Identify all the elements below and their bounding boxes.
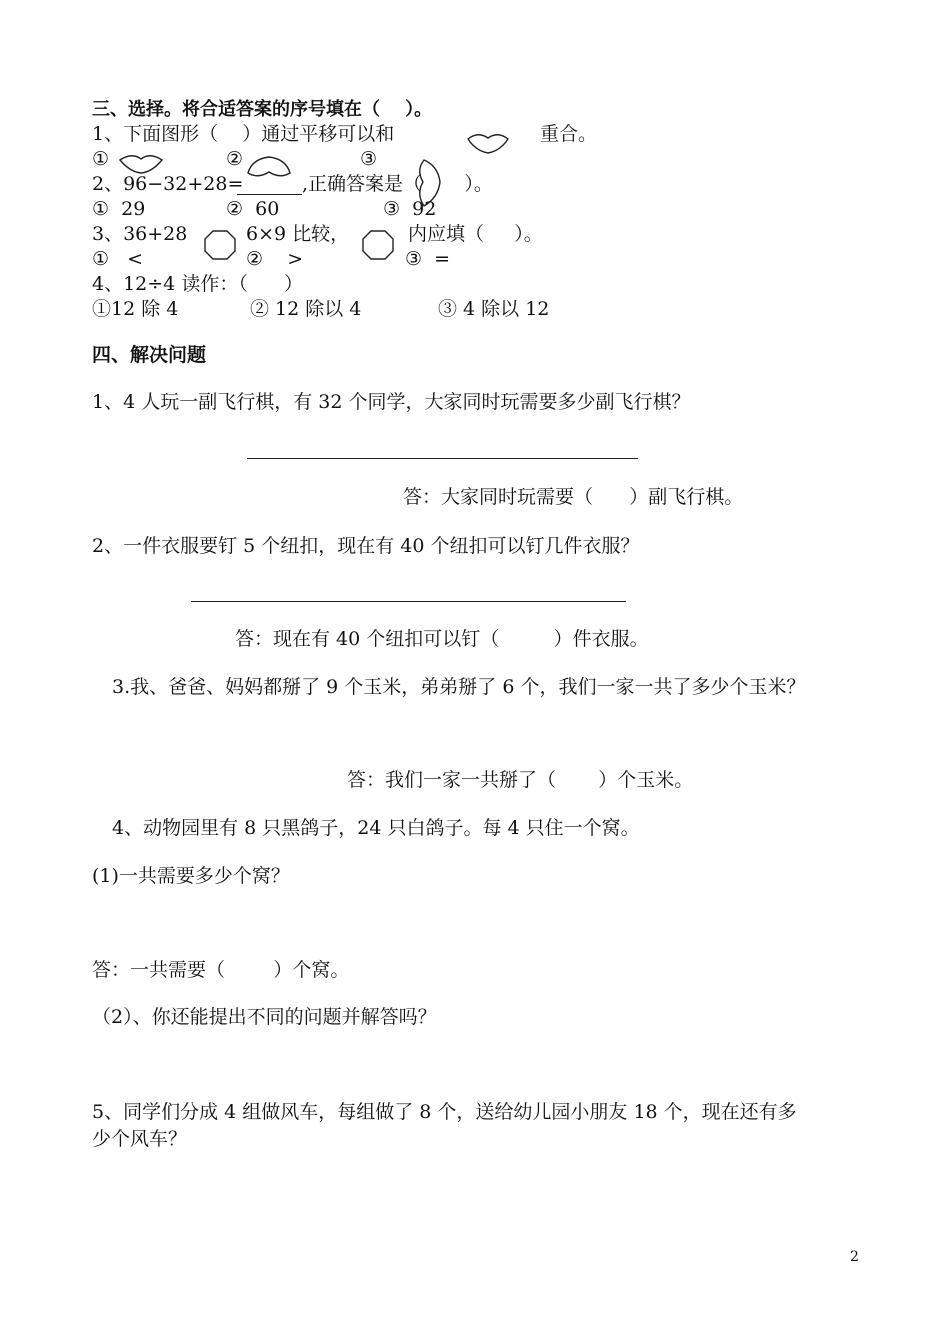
- q2-suffix: ,正确答案是（ ）。: [302, 173, 493, 195]
- q1-text: 1、下面图形（ ）通过平移可以和: [92, 123, 395, 145]
- heart-outline-option-1-icon: [118, 152, 164, 174]
- page-number: 2: [850, 1249, 859, 1265]
- problem2-question: 2、一件衣服要钉 5 个纽扣，现在有 40 个纽扣可以钉几件衣服？: [92, 535, 640, 557]
- q2-blank-line: [237, 194, 302, 195]
- problem4-subquestion-1: (1)一共需要多少个窝？: [92, 865, 290, 887]
- q4-text: 4、12÷4 读作：（ ）: [92, 273, 304, 295]
- q3-option-1: ① <: [92, 248, 144, 270]
- section3-heading: 三、选择。将合适答案的序号填在（ ）。: [92, 99, 433, 120]
- q4-option-3: ③ 4 除以 12: [438, 298, 550, 320]
- problem2-answer: 答：现在有 40 个纽扣可以钉（ ）件衣服。: [235, 628, 649, 650]
- problem1-question: 1、4 人玩一副飞行棋，有 32 个同学，大家同时玩需要多少副飞行棋？: [92, 391, 691, 413]
- problem5-question-line2: 少个风车？: [92, 1128, 188, 1150]
- q2-text: 2、96−32+28=: [92, 173, 244, 195]
- problem1-answer-line: [247, 458, 638, 459]
- problem4-question: 4、动物园里有 8 只黑鸽子，24 只白鸽子。每 4 只住一个窝。: [112, 817, 640, 839]
- heart-outline-target-icon: [466, 133, 510, 155]
- q1-option-1: ①: [92, 148, 110, 170]
- problem2-answer-line: [191, 601, 626, 602]
- q3-text: 3、36+28: [92, 223, 188, 245]
- problem3-question: 3.我、爸爸、妈妈都掰了 9 个玉米，弟弟掰了 6 个，我们一家一共了多少个玉米？: [112, 676, 806, 698]
- q1-option-2: ②: [226, 148, 244, 170]
- q3-mid: 6×9 比较，: [246, 223, 350, 245]
- section4-heading: 四、解决问题: [92, 344, 207, 366]
- octagon-blank-2-icon: [362, 230, 394, 260]
- q2-option-2: ② 60: [226, 198, 280, 220]
- heart-outline-option-2-icon: [246, 155, 292, 179]
- problem4-subquestion-2: （2）、你还能提出不同的问题并解答吗？: [92, 1006, 437, 1028]
- q2-option-1: ① 29: [92, 198, 146, 220]
- problem5-question-line1: 5、同学们分成 4 组做风车，每组做了 8 个，送给幼儿园小朋友 18 个，现在还有多: [92, 1101, 797, 1123]
- q1-option-3: ③: [360, 148, 378, 170]
- problem1-answer: 答：大家同时玩需要（ ）副飞行棋。: [403, 486, 744, 508]
- q4-option-1: ①12 除 4: [92, 298, 179, 320]
- q2-option-3: ③ 92: [383, 198, 437, 220]
- q1-suffix: 重合。: [540, 123, 598, 145]
- problem4-answer: 答：一共需要（ ）个窝。: [92, 959, 350, 981]
- q3-suffix: 内应填（ ）。: [408, 223, 543, 245]
- problem3-answer: 答：我们一家一共掰了（ ）个玉米。: [347, 769, 694, 791]
- octagon-blank-1-icon: [204, 230, 236, 260]
- q3-option-2: ② >: [246, 248, 304, 270]
- q3-option-3: ③ =: [405, 248, 451, 270]
- q4-option-2: ② 12 除以 4: [250, 298, 362, 320]
